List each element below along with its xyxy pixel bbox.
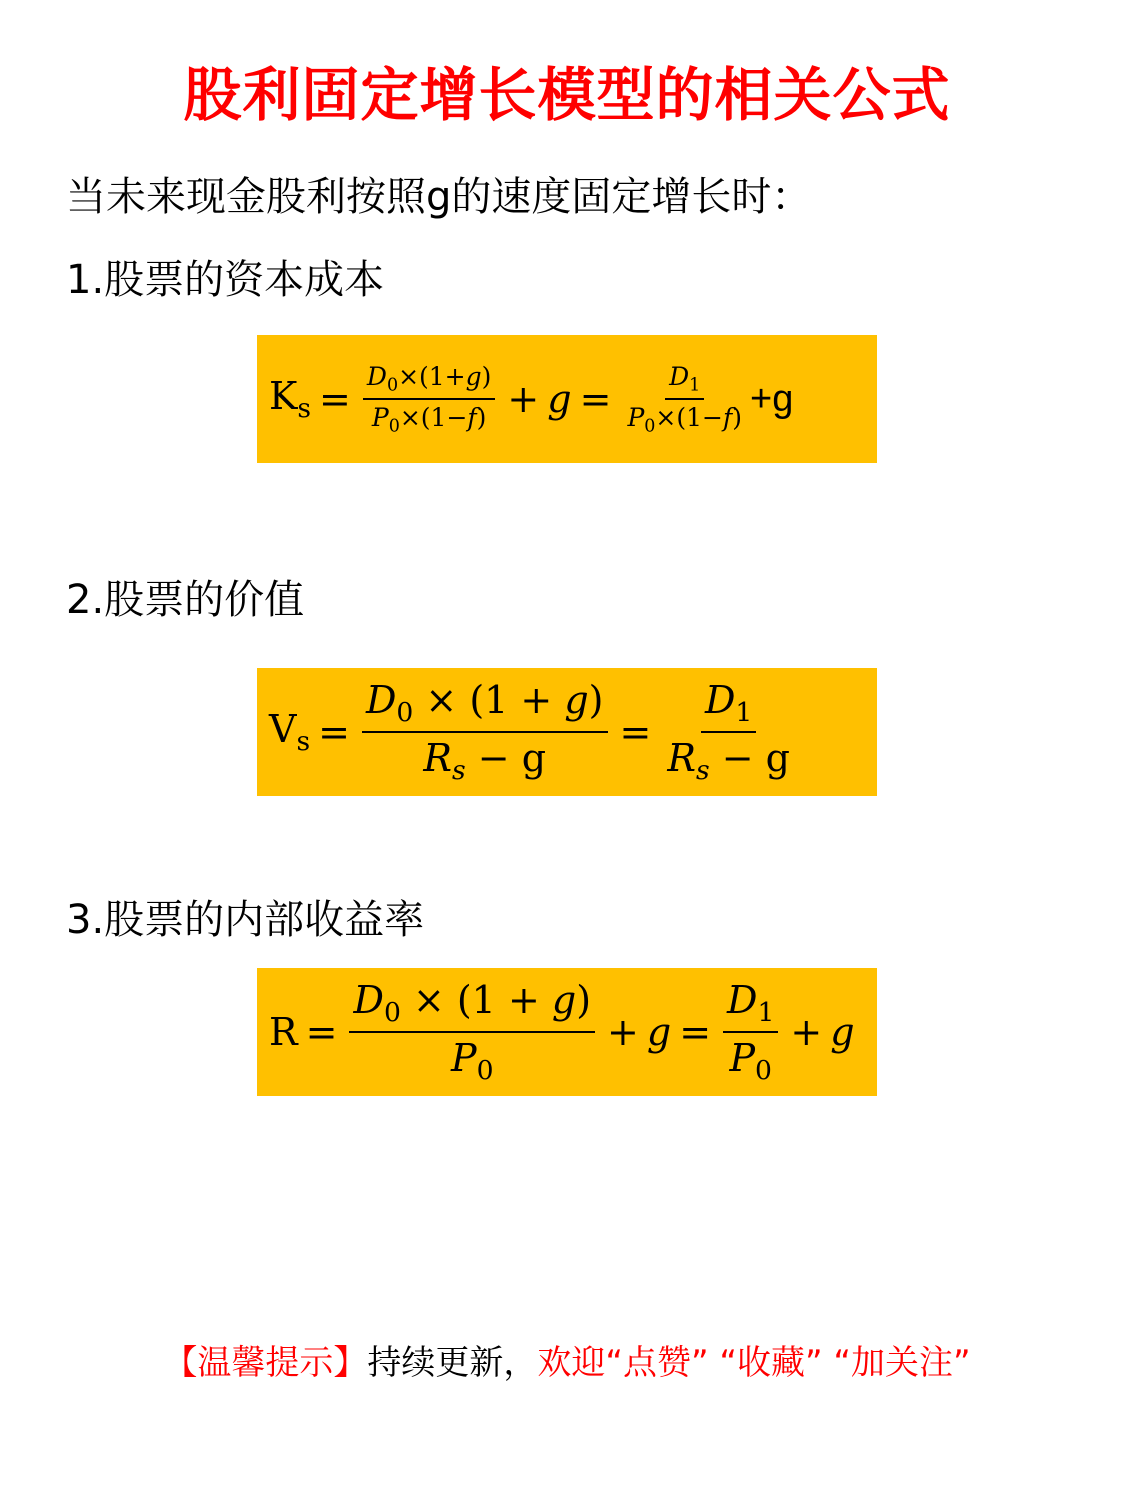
- formula-internal-rate: [257, 968, 877, 1096]
- ks-fraction-2: $\frac{D_1}{P_0\times(1-f)}$: [627, 361, 742, 437]
- plus-sign: +: [507, 377, 540, 421]
- tip-label: 【温馨提示】: [163, 1343, 368, 1383]
- ks-fraction-1: $\frac{D_0\times(1+g)}{P_0\times(1-f)}$: [363, 362, 496, 437]
- section-heading-internal-rate: 3.股票的内部收益率: [66, 897, 425, 943]
- equals-sign: =: [679, 1010, 712, 1054]
- r-fraction-2: $\frac{D_1}{P_0}$: [723, 978, 778, 1086]
- growth-g: g: [830, 1010, 855, 1054]
- call-to-action: 欢迎“点赞” “收藏” “加关注”: [537, 1343, 971, 1383]
- section-heading-cost-of-equity: 1.股票的资本成本: [66, 257, 385, 303]
- plus-sign: +: [607, 1010, 639, 1054]
- plus-sign: +: [790, 1010, 823, 1054]
- growth-g: g: [547, 377, 572, 421]
- equals-sign: =: [305, 1010, 338, 1054]
- vs-lhs: $V_s$: [269, 707, 311, 757]
- equals-sign: =: [319, 377, 351, 421]
- formula-stock-value: [257, 668, 877, 796]
- ks-tail: +g: [750, 377, 794, 420]
- r-fraction-1: $\frac{D_0 \times (1 + g)}{P_0}$: [349, 978, 595, 1086]
- tip-text: 持续更新，: [367, 1343, 538, 1383]
- page-title: 股利固定增长模型的相关公式: [183, 61, 951, 129]
- equals-sign: =: [579, 377, 612, 421]
- growth-g: g: [646, 1010, 672, 1054]
- equals-sign: =: [619, 710, 652, 754]
- footer-tip: [0, 1335, 1134, 1384]
- ks-lhs: $K_s$: [269, 374, 312, 424]
- section-heading-stock-value: 2.股票的价值: [66, 577, 305, 623]
- vs-fraction-1: $\frac{D_0 \times (1 + g)}{R_s - g}$: [362, 678, 608, 786]
- intro-text: 当未来现金股利按照g的速度固定增长时：: [66, 174, 812, 220]
- vs-fraction-2: $\frac{D_1}{R_s - g}$: [667, 678, 790, 786]
- formula-cost-of-equity: [257, 335, 877, 463]
- equals-sign: =: [318, 710, 350, 754]
- r-lhs: R: [269, 1010, 298, 1054]
